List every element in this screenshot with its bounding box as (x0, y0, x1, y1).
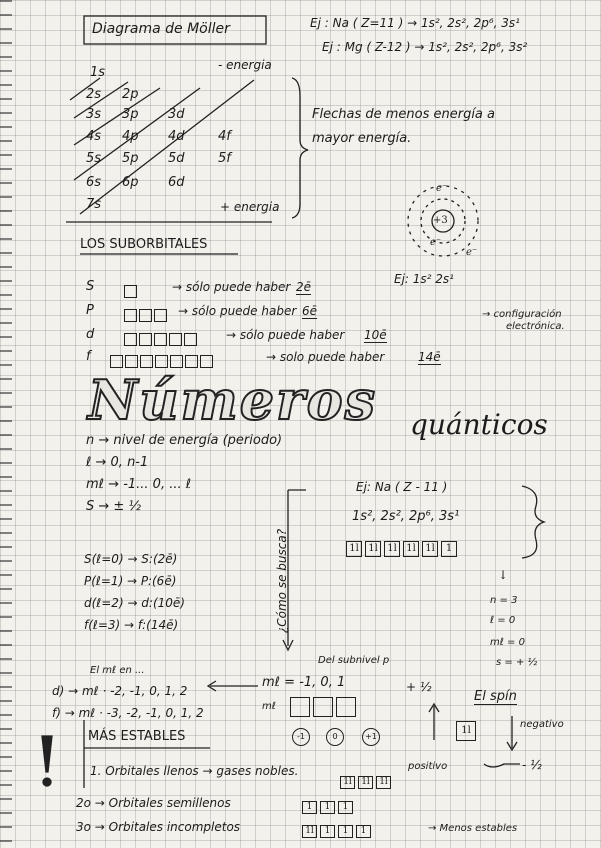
l-value-p: P(ℓ=1) → P:(6ē) (84, 574, 177, 588)
arrows-note-1: Flechas de menos energía a (312, 107, 495, 122)
orbital-box (336, 697, 356, 717)
orbital-box (184, 333, 197, 346)
quantum-n: n → nivel de energía (periodo) (86, 433, 283, 448)
orbital-cell: 1 (302, 801, 317, 814)
page-title: Diagrama de Möller (92, 21, 230, 37)
spin-label: El spín (474, 689, 517, 704)
spin-negativo: negativo (520, 719, 564, 730)
quantum-ml: mℓ → -1... 0, ... ℓ (86, 477, 192, 492)
exclamation-icon (42, 736, 52, 772)
atom-electron-top: e⁻ (436, 183, 448, 194)
moller-orbital: 3d (168, 107, 185, 122)
orbital-box (155, 355, 168, 368)
na-ml: mℓ = 0 (490, 637, 525, 648)
orbital-box (140, 355, 153, 368)
orbital-cell: 1l (302, 825, 317, 838)
estables-three: 3o → Orbitales incompletos (76, 820, 241, 834)
moller-orbital: 3s (86, 107, 102, 122)
ml-section-title: El mℓ en ... (90, 665, 145, 676)
orbital-cell: 1l (384, 541, 400, 557)
moller-orbital: 7s (86, 197, 102, 212)
na-example-config: 1s², 2s², 2p⁶, 3s¹ (352, 509, 460, 524)
orbital-cell: 1l (403, 541, 419, 557)
orbital-box (139, 333, 152, 346)
moller-diagonal (80, 80, 254, 214)
moller-orbital: 4d (168, 129, 185, 144)
moller-orbital: 6d (168, 175, 185, 190)
orbital-box (124, 285, 137, 298)
atom-electron-inner: e⁻ (430, 237, 442, 248)
orbital-cell: 1 (338, 801, 353, 814)
estables-one: 1. Orbitales llenos → gases nobles. (90, 764, 299, 778)
less-energy-label: - energia (218, 58, 272, 72)
ml-label: mℓ (262, 701, 276, 712)
atom-electron-outer: e⁻ (466, 247, 478, 258)
moller-orbital: 6p (122, 175, 139, 190)
moller-orbital: 2p (122, 87, 139, 102)
ml-subnivel: Del subnivel p (318, 655, 390, 666)
moller-orbital: 2s (86, 87, 102, 102)
orbital-box (313, 697, 333, 717)
suborbital-value: 6ē (302, 304, 318, 318)
na-down-arrow: ↓ (498, 568, 509, 582)
quanticos-title: quánticos (410, 408, 548, 441)
orbital-box (185, 355, 198, 368)
moller-orbital: 6s (86, 175, 102, 190)
spin-minus-half: - ½ (522, 758, 542, 772)
orbital-box (124, 309, 137, 322)
orbital-cell: 1l (340, 776, 355, 789)
estables-menos: → Menos estables (428, 823, 518, 834)
orbital-cell: 1 (338, 825, 353, 838)
spin-positivo: positivo (408, 761, 448, 772)
na-s: s = + ½ (496, 657, 538, 668)
suborbital-text: → sólo puede haber (172, 280, 291, 294)
example-mg: Ej : Mg ( Z-12 ) → 1s², 2s², 2p⁶, 3s² (322, 40, 528, 54)
atom-config-note-2: electrónica. (506, 321, 565, 332)
orbital-cell: 1l (376, 776, 391, 789)
arrows-note-2: mayor energía. (312, 131, 412, 146)
l-value-d: d(ℓ=2) → d:(10ē) (84, 596, 185, 610)
atom-config-note-1: → configuración (482, 309, 562, 320)
suborbital-boxes (124, 329, 199, 348)
orbital-box (154, 309, 167, 322)
orbital-box (169, 333, 182, 346)
ml-circle: 0 (326, 728, 344, 746)
moller-orbital: 4p (122, 129, 139, 144)
orbital-box (200, 355, 213, 368)
na-brace (522, 486, 544, 558)
como-se-busca-note: ¿Cómo se busca? (275, 528, 290, 634)
na-orbital-cells (346, 538, 460, 557)
orbital-cell: 1l (358, 776, 373, 789)
moller-bracket (292, 78, 308, 218)
orbital-cell: 1l (346, 541, 362, 557)
suborbital-value: 14ē (418, 350, 441, 364)
suborbital-letter: S (86, 279, 95, 294)
suborbital-value: 2ē (296, 280, 312, 294)
ml-circle: -1 (292, 728, 310, 746)
estables-heading: MÁS ESTABLES (88, 729, 186, 744)
suborbital-text: → sólo puede haber (178, 304, 297, 318)
moller-orbital: 3p (122, 107, 139, 122)
na-example-title: Ej: Na ( Z - 11 ) (356, 480, 448, 494)
numeros-bubble-title: Números (88, 368, 377, 432)
atom-nucleus-charge: +3 (433, 215, 448, 226)
more-energy-label: + energia (220, 200, 280, 214)
quantum-s: S → ± ½ (86, 499, 142, 514)
orbital-box (125, 355, 138, 368)
suborbital-text: → solo puede haber (266, 350, 385, 364)
moller-orbital: 5s (86, 151, 102, 166)
suborbital-letter: f (86, 349, 91, 364)
estables-two-cells (302, 797, 356, 816)
l-value-f: f(ℓ=3) → f:(14ē) (84, 618, 179, 632)
orbital-cell: 1 (441, 541, 457, 557)
spin-plus-half: + ½ (406, 680, 432, 694)
orbital-box (290, 697, 310, 717)
example-na: Ej : Na ( Z=11 ) → 1s², 2s², 2p⁶, 3s¹ (310, 16, 520, 30)
suborbital-boxes (124, 305, 169, 324)
suborbital-letter: d (86, 327, 95, 342)
ml-circle: +1 (362, 728, 380, 746)
quantum-l: ℓ → 0, n-1 (86, 455, 149, 470)
suborbital-letter: P (86, 303, 94, 318)
moller-orbital: 5d (168, 151, 185, 166)
moller-orbital: 5p (122, 151, 139, 166)
moller-orbital: 5f (218, 151, 231, 166)
estables-three-cells (302, 821, 374, 840)
ml-d: d) → mℓ · -2, -1, 0, 1, 2 (52, 684, 188, 698)
orbital-box (110, 355, 123, 368)
orbital-box (124, 333, 137, 346)
spin-cell (456, 720, 479, 741)
l-value-s: S(ℓ=0) → S:(2ē) (84, 552, 178, 566)
ml-p-boxes (290, 696, 359, 717)
orbital-box (154, 333, 167, 346)
moller-orbital: 1s (90, 65, 106, 80)
orbital-cell: 1l (365, 541, 381, 557)
estables-one-cells (340, 772, 394, 791)
orbital-box (170, 355, 183, 368)
orbital-cell: 1 (356, 825, 371, 838)
orbital-cell: 1l (422, 541, 438, 557)
atom-config: Ej: 1s² 2s¹ (394, 272, 454, 286)
orbital-box (139, 309, 152, 322)
orbital-cell: 1 (320, 825, 335, 838)
na-n: n = 3 (490, 595, 518, 606)
suborbitales-heading: LOS SUBORBITALES (80, 237, 208, 252)
suborbital-value: 10ē (364, 328, 387, 342)
moller-orbital: 4s (86, 129, 102, 144)
estables-two: 2o → Orbitales semillenos (76, 796, 231, 810)
ml-f: f) → mℓ · -3, -2, -1, 0, 1, 2 (52, 706, 204, 720)
orbital-cell: 1 (320, 801, 335, 814)
na-l: ℓ = 0 (490, 615, 516, 626)
orbital-cell: 1l (456, 721, 476, 741)
moller-orbital: 4f (218, 129, 231, 144)
suborbital-text: → sólo puede haber (226, 328, 345, 342)
suborbital-boxes (124, 281, 139, 300)
ml-p-values: mℓ = -1, 0, 1 (262, 675, 346, 690)
